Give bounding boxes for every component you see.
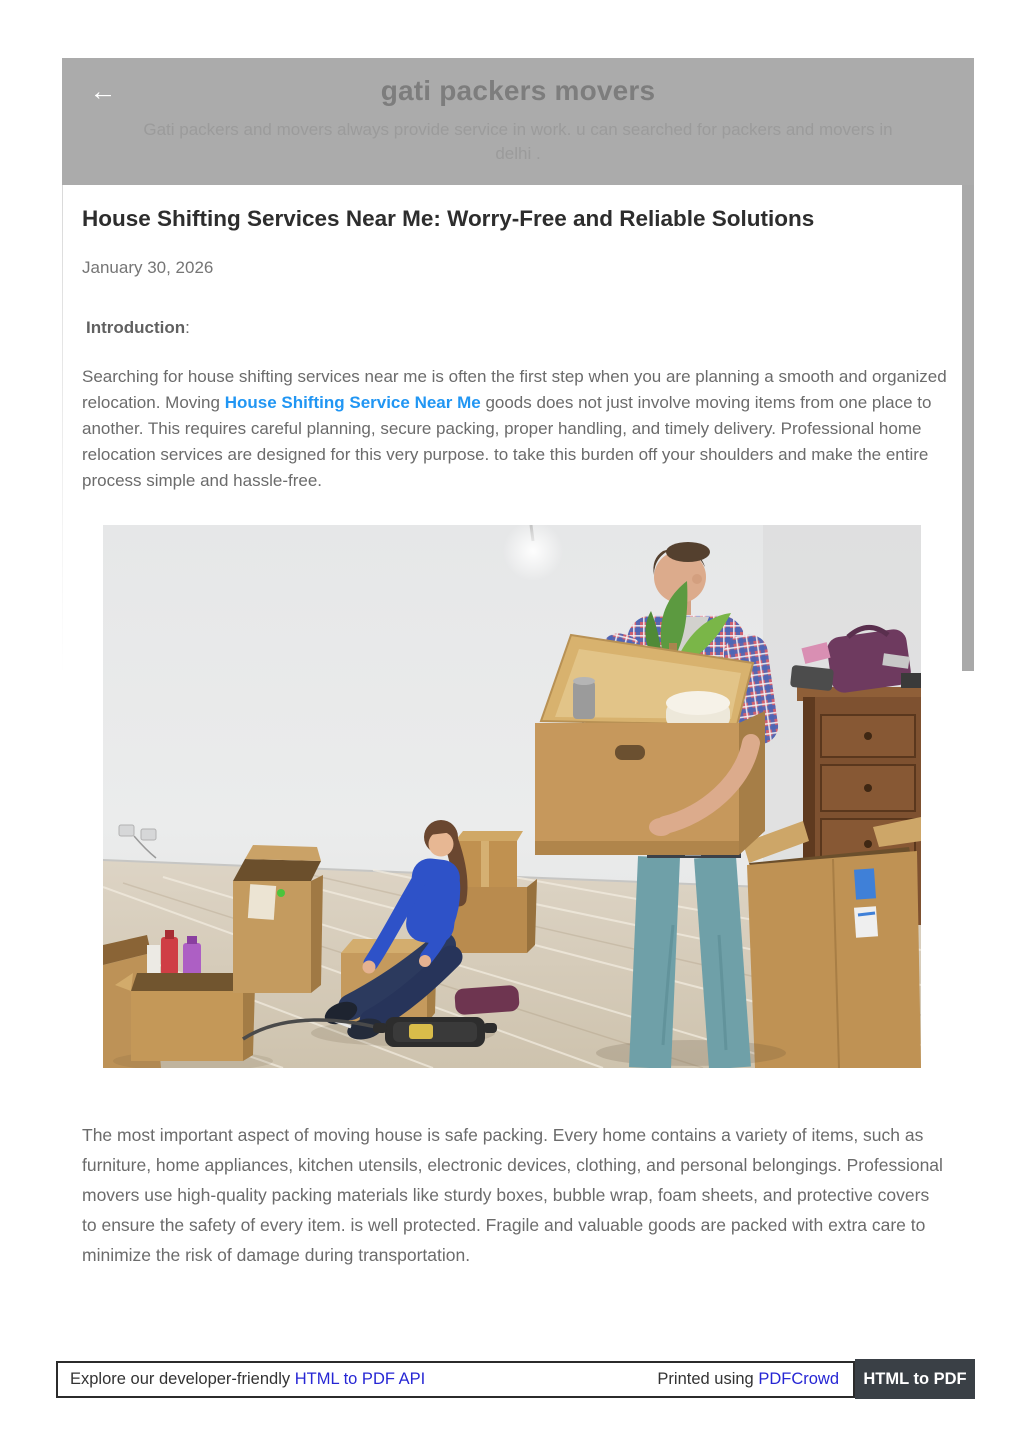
blog-title: gati packers movers [380, 75, 656, 106]
paragraph-packing: The most important aspect of moving house is safe packing. Every home contains a variety of items, such as furniture, home appliances, kitchen utensils, electronic devices, clothing, and personal belongings. Professional movers use high-quality packing materials like sturdy boxes, bubble wrap, foam sheets, and protective covers to ensure the safety of every item. is well protected. Fragile and valuable goods are packed with extra care to minimize the risk of damage during transportation. [82, 1125, 943, 1265]
post-title: House Shifting Services Near Me: Worry-Free and Reliable Solutions [82, 206, 815, 231]
back-arrow-icon[interactable]: ← [89, 76, 117, 106]
footer-right-text: Printed using [657, 1370, 759, 1388]
paragraph-intro-before-link: Searching for house shifting services near me is often the first step when you are planning a smooth and organized relocation. Moving [82, 367, 947, 412]
content-left-border [62, 185, 63, 675]
footer-bar [56, 1361, 855, 1398]
html-to-pdf-api-link[interactable]: HTML to PDF API [294, 1370, 426, 1388]
scrollbar[interactable] [962, 185, 974, 671]
intro-heading-word: Introduction [86, 318, 186, 337]
intro-heading-colon: : [185, 318, 190, 337]
article-photo [103, 525, 921, 1068]
paragraph-intro [82, 364, 962, 494]
paragraph-intro-after-link: goods does not just involve moving items from one place to another. This requires careful planning, secure packing, proper handling, and timely delivery. Professional home relocation services are designed for this very purpose. to take this burden off your shoulders and make the entire process simple and hassle-free. [82, 393, 932, 490]
footer-left [70, 1370, 425, 1389]
intro-heading [86, 318, 190, 338]
pdfcrowd-link[interactable]: PDFCrowd [758, 1370, 839, 1388]
footer-left-text: Explore our developer-friendly [70, 1370, 295, 1388]
house-shifting-service-link[interactable]: House Shifting Service Near Me [224, 393, 481, 412]
footer-right [657, 1370, 839, 1389]
html-to-pdf-button[interactable]: HTML to PDF [855, 1359, 975, 1399]
app-header [62, 58, 974, 185]
blog-subtitle: Gati packers and movers always provide service in work. u can searched for packers and movers in delhi . [143, 120, 893, 163]
post-date: January 30, 2026 [82, 258, 214, 277]
